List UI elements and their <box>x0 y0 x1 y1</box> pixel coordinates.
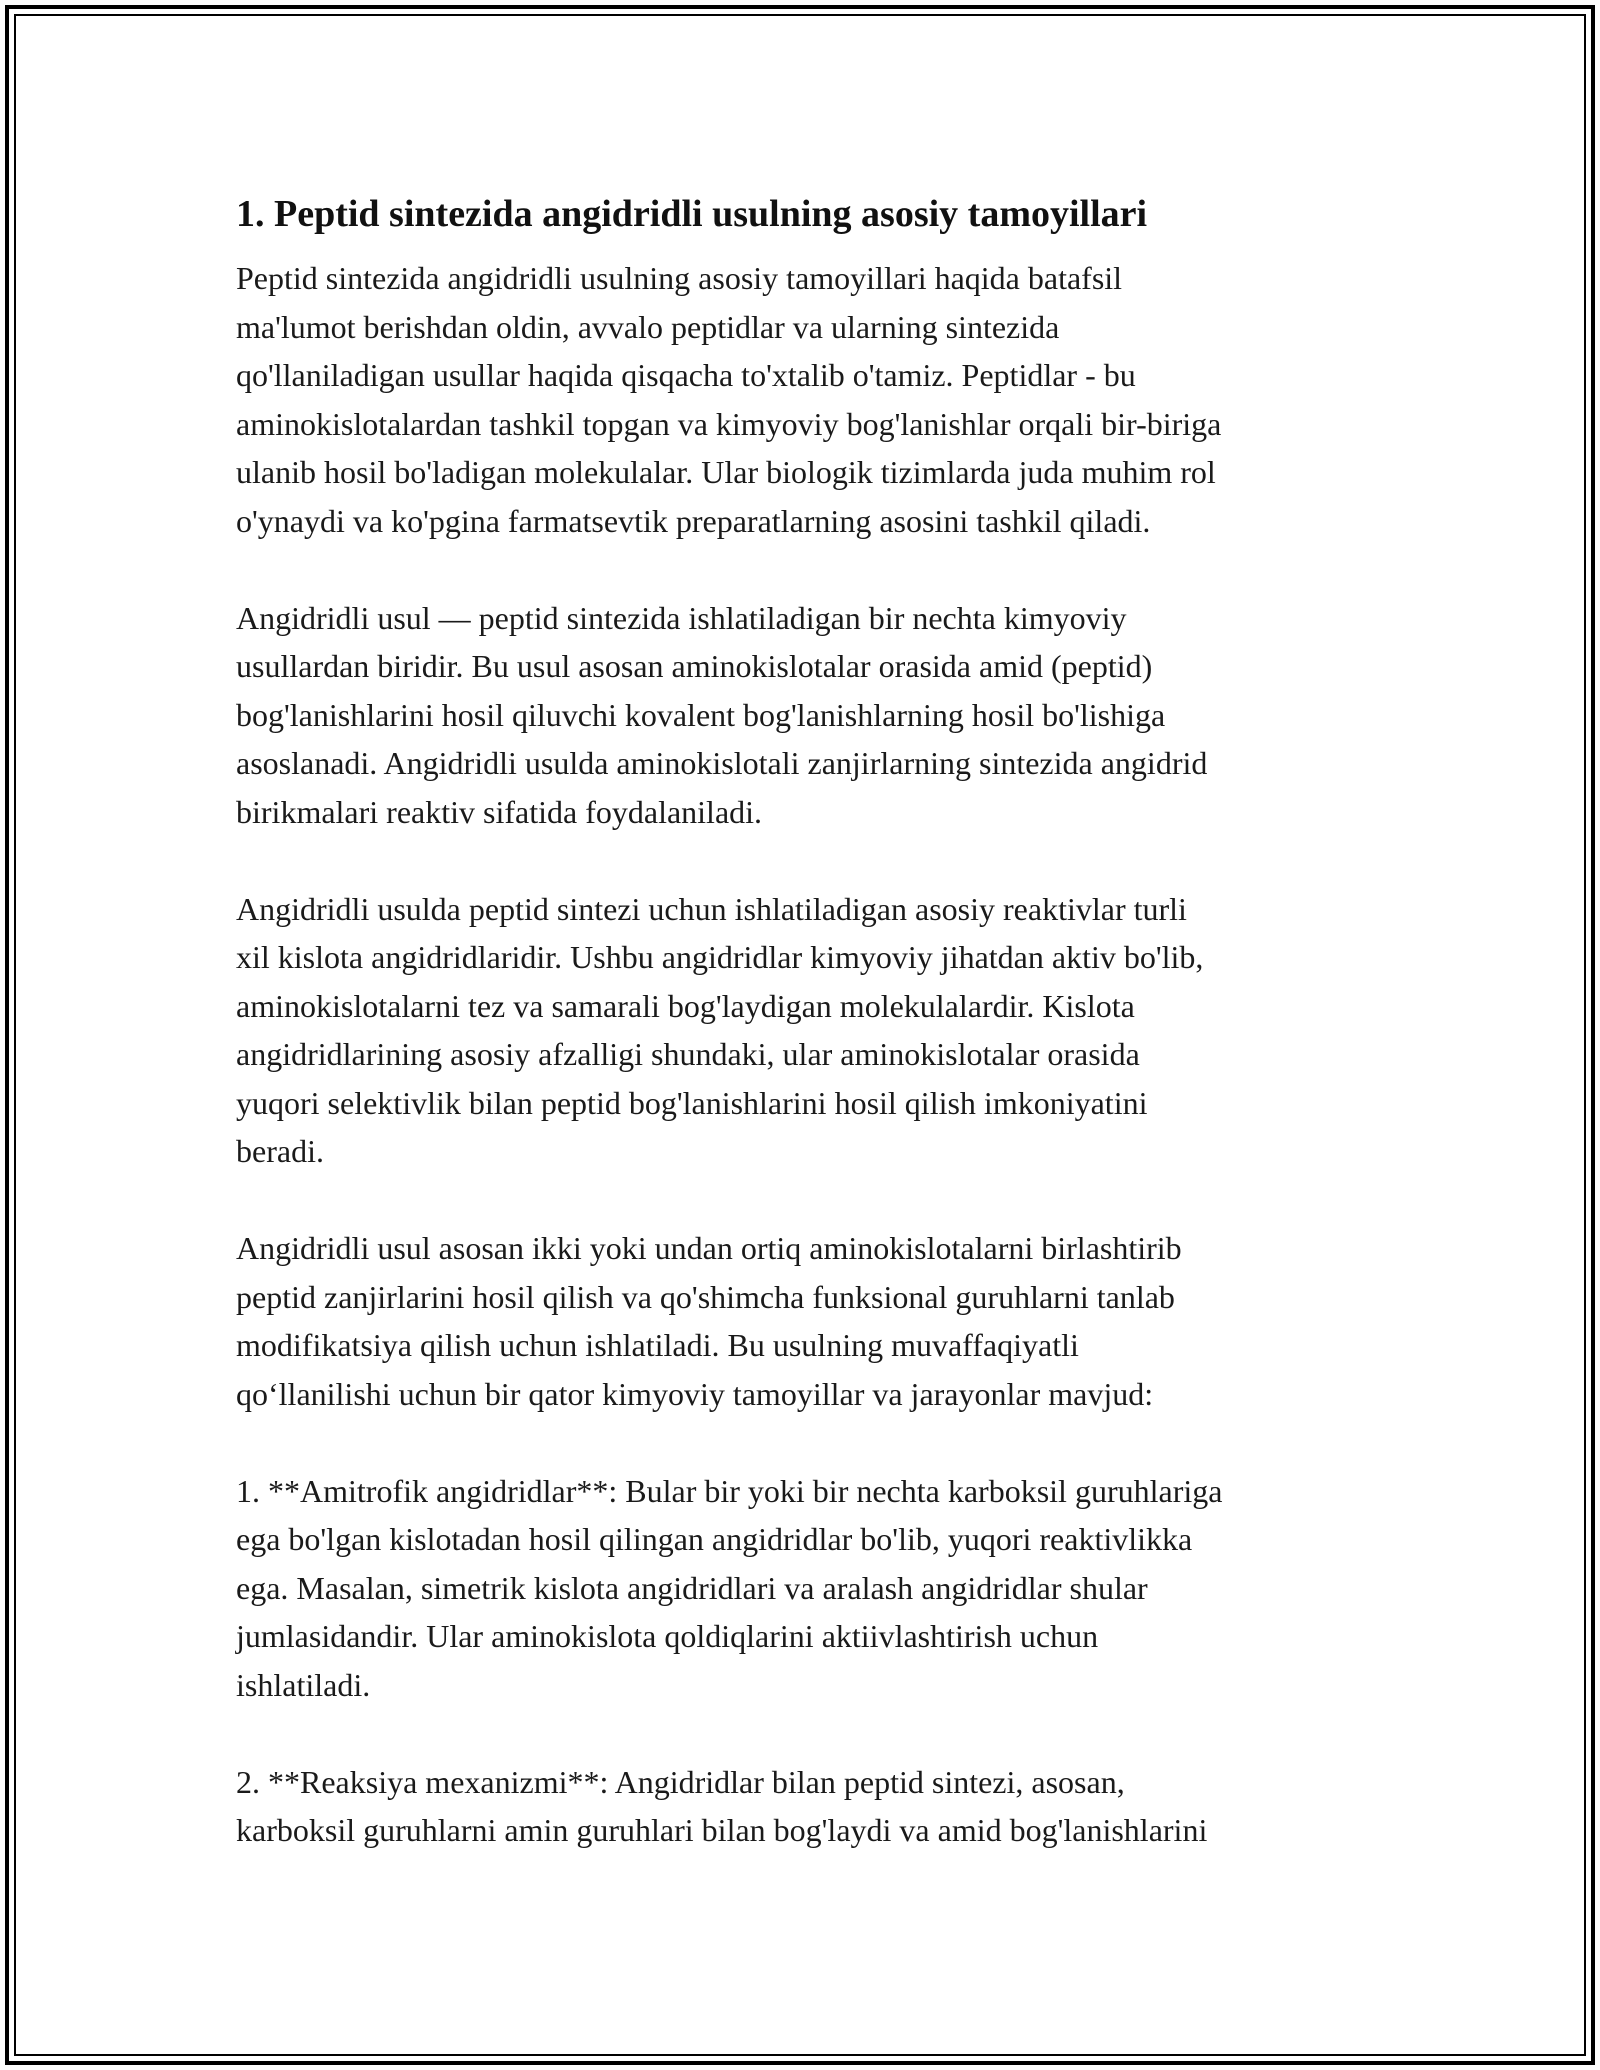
text-line: Peptid sintezida angidridli usulning asosiy tamoyillari haqida batafsil <box>236 260 1123 296</box>
text-line: aminokislotalarni tez va samarali bog'laydigan molekulalardir. Kislota <box>236 987 1135 1024</box>
text-line: ulanib hosil bo'ladigan molekulalar. Ular biologik tizimlarda juda muhim rol <box>236 454 1216 490</box>
text-line: xil kislota angidridlaridir. Ushbu angidridlar kimyoviy jihatdan aktiv bo'lib, <box>236 939 1204 975</box>
text-line: qo'llaniladigan usullar haqida qisqacha to'xtalib o'tamiz. Peptidlar - bu <box>236 357 1136 393</box>
text-line: peptid zanjirlarini hosil qilish va qo'shimcha funksional guruhlarni tanlab <box>236 1278 1175 1315</box>
paragraph-method <box>236 594 1386 837</box>
text-line: ega. Masalan, simetrik kislota angidridlari va aralash angidridlar shular <box>236 1569 1148 1606</box>
paragraph-principles <box>236 1224 1386 1418</box>
text-line: usullardan biridir. Bu usul asosan aminokislotalar orasida amid (peptid) <box>236 648 1153 684</box>
text-line: o'ynaydi va ko'pgina farmatsevtik preparatlarning asosini tashkil qiladi. <box>236 502 1151 539</box>
paragraph-intro <box>236 254 1386 545</box>
page-title: 1. Peptid sintezida angidridli usulning asosiy tamoyillari <box>236 193 1148 235</box>
list-item-1 <box>236 1467 1386 1710</box>
text-line: Angidridli usul — peptid sintezida ishlatiladigan bir nechta kimyoviy <box>236 599 1127 636</box>
text-line: beradi. <box>236 1133 324 1169</box>
text-line: bog'lanishlarini hosil qiluvchi kovalent bog'lanishlarning hosil bo'lishiga <box>236 696 1166 733</box>
document-body <box>236 188 1386 1903</box>
paragraph-reagents <box>236 885 1386 1176</box>
text-line: modifikatsiya qilish uchun ishlatiladi. Bu usulning muvaffaqiyatli <box>236 1327 1079 1363</box>
text-line: Angidridli usulda peptid sintezi uchun ishlatiladigan asosiy reaktivlar turli <box>236 890 1187 927</box>
text-line: ishlatiladi. <box>236 1666 371 1703</box>
text-line: jumlasidandir. Ular aminokislota qoldiqlarini aktiivlashtirish uchun <box>236 1618 1099 1654</box>
text-line: yuqori selektivlik bilan peptid bog'lanishlarini hosil qilish imkoniyatini <box>236 1084 1148 1121</box>
text-line: asoslanadi. Angidridli usulda aminokislotali zanjirlarning sintezida angidrid <box>236 745 1208 781</box>
text-line: 1. **Amitrofik angidridlar**: Bular bir yoki bir nechta karboksil guruhlariga <box>236 1472 1223 1509</box>
text-line: Angidridli usul asosan ikki yoki undan ortiq aminokislotalarni birlashtirib <box>236 1230 1182 1266</box>
text-line: aminokislotalardan tashkil topgan va kimyoviy bog'lanishlar orqali bir-biriga <box>236 405 1222 442</box>
text-line: karboksil guruhlarni amin guruhlari bilan bog'laydi va amid bog'lanishlarini <box>236 1812 1208 1848</box>
text-line: ega bo'lgan kislotadan hosil qilingan angidridlar bo'lib, yuqori reaktivlikka <box>236 1521 1193 1557</box>
text-line: 2. **Reaksiya mexanizmi**: Angidridlar bilan peptid sintezi, asosan, <box>236 1763 1125 1800</box>
text-line: ma'lumot berishdan oldin, avvalo peptidlar va ularning sintezida <box>236 308 1060 345</box>
text-line: angidridlarining asosiy afzalligi shundaki, ular aminokislotalar orasida <box>236 1036 1140 1072</box>
text-line: birikmalari reaktiv sifatida foydalaniladi. <box>236 793 763 830</box>
text-line: qo‘llanilishi uchun bir qator kimyoviy tamoyillar va jarayonlar mavjud: <box>236 1375 1154 1412</box>
list-item-2 <box>236 1758 1386 1855</box>
